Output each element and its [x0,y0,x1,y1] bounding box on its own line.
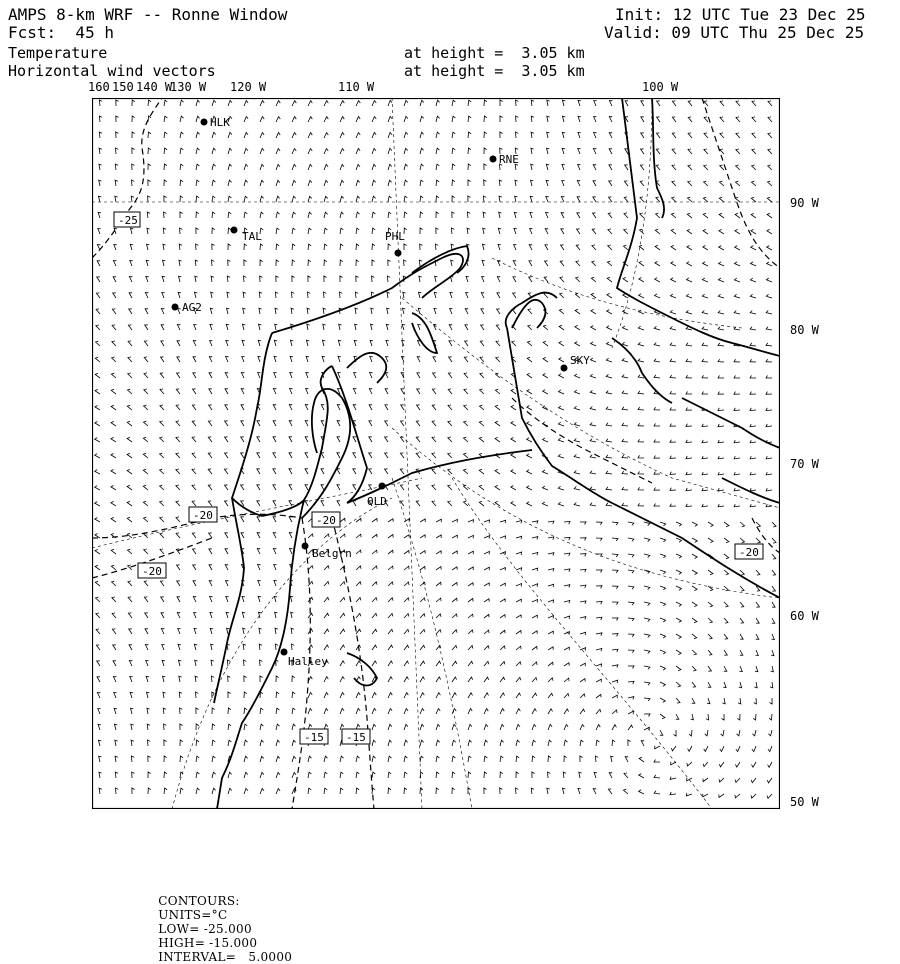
valid-time: Valid: 09 UTC Thu 25 Dec 25 [604,23,865,42]
lon-label-140: 140 W [136,80,173,94]
field-temperature: Temperature [8,44,108,62]
station-label: RNE [499,153,519,166]
station-phl [385,230,405,257]
station-sky [561,354,591,372]
lon-label-110: 110 W [338,80,375,94]
svg-text:-20: -20 [142,565,162,578]
wind-vector-field [95,100,776,798]
lat-lon-grid [92,98,780,809]
init-time: Init: 12 UTC Tue 23 Dec 25 [615,5,866,24]
svg-text:-20: -20 [316,514,336,527]
lon-label-150: 150 [112,80,134,94]
station-label: OLD [367,495,387,508]
lon-label-130: 130 W [170,80,207,94]
map-title: AMPS 8-km WRF -- Ronne Window [8,5,288,24]
low-label: LOW= -25.000 [158,922,252,936]
lat-label-60: 60 W [790,609,819,623]
contour-label [342,729,370,744]
lon-label-100: 100 W [642,80,679,94]
interval-label: INTERVAL= 5.0000 [158,950,293,964]
svg-text:-25: -25 [118,214,138,227]
contour-label [312,512,340,527]
lat-label-70: 70 W [790,457,819,471]
units-label: UNITS=°C [158,908,228,922]
station-label: Halley [288,655,328,668]
station-rne [490,153,519,166]
temperature-contours [92,98,780,809]
lat-label-80: 80 W [790,323,819,337]
station-label: AG2 [182,301,202,314]
contour-label [114,212,140,227]
station-halley [281,649,329,669]
forecast-hour: Fcst: 45 h [8,23,114,42]
station-label: HLK [210,116,230,129]
map-panel [92,98,780,809]
contours-label: CONTOURS: [158,894,240,908]
height-label-1: at height = 3.05 km [404,44,585,62]
station-label: Belgrn [312,547,352,560]
height-label-2: at height = 3.05 km [404,62,585,80]
svg-text:-20: -20 [739,546,759,559]
contour-label [138,563,166,578]
high-label: HIGH= -15.000 [158,936,258,950]
wind-barbs [95,100,776,798]
contour-label [300,729,328,744]
station-hlk [201,116,231,129]
station-label: PHL [385,230,405,243]
contour-legend [150,880,306,964]
field-wind: Horizontal wind vectors [8,62,216,80]
station-ag2 [172,301,202,314]
lat-label-90: 90 W [790,196,819,210]
svg-text:-15: -15 [304,731,324,744]
lon-label-120: 120 W [230,80,267,94]
station-label: TAL [242,230,262,243]
map-frame [93,99,780,809]
contour-label [189,507,217,522]
station-label: SKY [570,354,590,367]
contour-label [735,544,763,559]
station-markers [172,116,591,668]
lat-label-50: 50 W [790,795,819,809]
svg-text:-20: -20 [193,509,213,522]
lon-label-160: 160 [88,80,110,94]
svg-text:-15: -15 [346,731,366,744]
